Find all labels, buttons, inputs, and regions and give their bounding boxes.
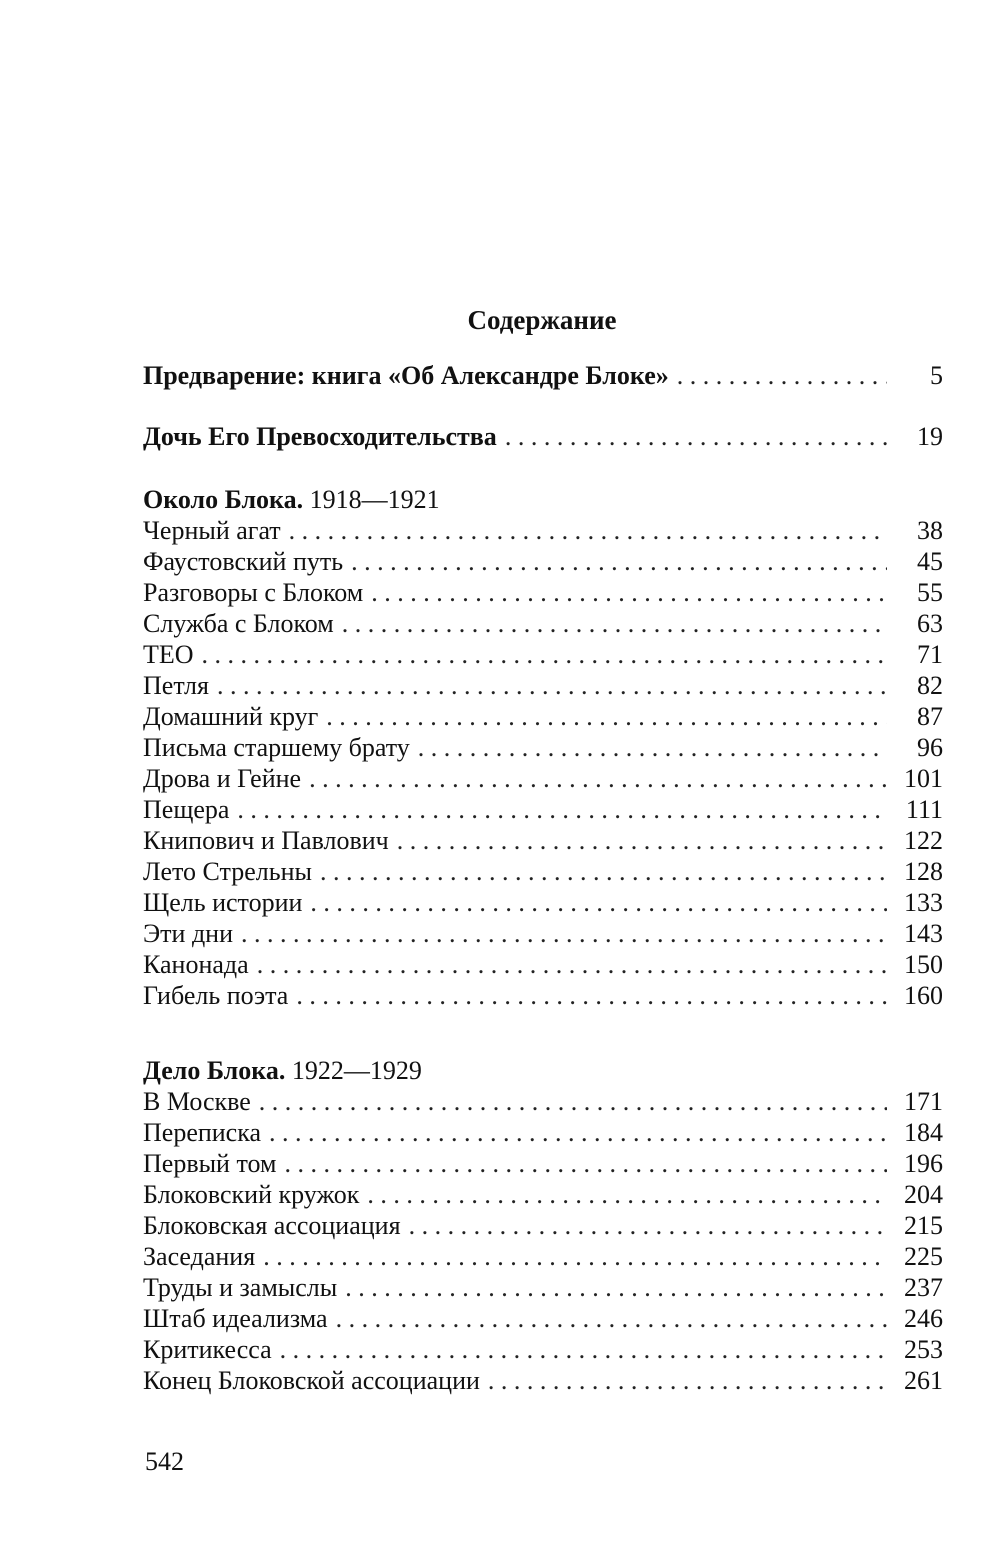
toc-entry-page: 55 [917, 578, 943, 607]
dot-leader [409, 1210, 887, 1241]
toc-entry-page: 171 [904, 1087, 943, 1116]
section-heading-title: Дело Блока. [143, 1056, 286, 1085]
dot-leader [397, 825, 887, 856]
toc-entry-label: Эти дни [143, 919, 233, 948]
toc-entry [143, 639, 943, 670]
dot-leader [488, 1365, 887, 1396]
toc-entry-page: 63 [917, 609, 943, 638]
dot-leader [284, 1148, 887, 1179]
toc-entry [143, 1148, 943, 1179]
toc-entry [143, 1117, 943, 1148]
dot-leader [367, 1179, 887, 1210]
toc-entry-label: Пещера [143, 795, 230, 824]
toc-entry-page: 215 [904, 1211, 943, 1240]
page-title: Содержание [467, 305, 617, 335]
toc-entry [143, 1272, 943, 1303]
page-number: 542 [145, 1447, 184, 1476]
toc-entry-page: 45 [917, 547, 943, 576]
dot-leader [241, 918, 887, 949]
dot-leader [269, 1117, 887, 1148]
toc-entry [143, 949, 943, 980]
toc-entry-daughter [143, 421, 943, 452]
toc-entry-label: Книпович и Павлович [143, 826, 389, 855]
toc-entry-page: 71 [917, 640, 943, 669]
dot-leader [257, 949, 887, 980]
toc-entry-page: 204 [904, 1180, 943, 1209]
dot-leader [309, 763, 887, 794]
dot-leader [296, 980, 887, 1011]
dot-leader [371, 577, 887, 608]
toc-entry-page: 237 [904, 1273, 943, 1302]
dot-leader [280, 1334, 887, 1365]
dot-leader [237, 794, 887, 825]
section-heading-years: 1918—1921 [309, 485, 440, 514]
toc-entry-page: 261 [904, 1366, 943, 1395]
toc-entry-page: 19 [917, 422, 943, 451]
section-heading-1 [143, 484, 943, 515]
toc-entry [143, 980, 943, 1011]
toc-entry-label: Гибель поэта [143, 981, 289, 1010]
toc-entry-label: Разговоры с Блоком [143, 578, 364, 607]
toc-entry [143, 732, 943, 763]
toc-entry-page: 133 [904, 888, 943, 917]
toc-entry-page: 101 [904, 764, 943, 793]
dot-leader [351, 546, 887, 577]
dot-leader [342, 608, 887, 639]
table-of-contents [143, 360, 943, 1396]
toc-entry-label: Лето Стрельны [143, 857, 312, 886]
dot-leader [677, 360, 887, 391]
toc-entry [143, 1179, 943, 1210]
toc-entry [143, 546, 943, 577]
toc-entry-page: 184 [904, 1118, 943, 1147]
toc-entry-page: 87 [917, 702, 943, 731]
toc-entry-label: Письма старшему брату [143, 733, 410, 762]
dot-leader [345, 1272, 887, 1303]
toc-entry [143, 1086, 943, 1117]
toc-entry-label: Критикесса [143, 1335, 272, 1364]
toc-entry [143, 608, 943, 639]
toc-entry-label: Дочь Его Превосходительства [143, 422, 497, 451]
dot-leader [263, 1241, 887, 1272]
toc-entry [143, 670, 943, 701]
toc-entry [143, 701, 943, 732]
toc-entry [143, 918, 943, 949]
toc-entry-page: 128 [904, 857, 943, 886]
dot-leader [202, 639, 887, 670]
toc-entry-label: Конец Блоковской ассоциации [143, 1366, 480, 1395]
toc-entry-label: Первый том [143, 1149, 277, 1178]
toc-entry-page: 160 [904, 981, 943, 1010]
section-heading-title: Около Блока. [143, 485, 304, 514]
toc-entry [143, 577, 943, 608]
dot-leader [310, 887, 887, 918]
toc-entry-label: Блоковская ассоциация [143, 1211, 401, 1240]
toc-entry [143, 1241, 943, 1272]
toc-entry-label: Черный агат [143, 516, 281, 545]
toc-entry [143, 887, 943, 918]
toc-entry [143, 825, 943, 856]
toc-entry-preface [143, 360, 943, 391]
toc-entry-page: 143 [904, 919, 943, 948]
toc-entry-label: Заседания [143, 1242, 256, 1271]
toc-entry-label: Канонада [143, 950, 249, 979]
toc-entry-label: Фаустовский путь [143, 547, 344, 576]
dot-leader [418, 732, 887, 763]
toc-entry-label: Щель истории [143, 888, 303, 917]
toc-entry-page: 96 [917, 733, 943, 762]
toc-entry-page: 5 [930, 361, 943, 390]
toc-entry-label: Петля [143, 671, 209, 700]
toc-entry-page: 253 [904, 1335, 943, 1364]
toc-entry-label: Штаб идеализма [143, 1304, 328, 1333]
toc-entry [143, 1365, 943, 1396]
toc-entry [143, 1303, 943, 1334]
toc-entry-label: Блоковский кружок [143, 1180, 360, 1209]
toc-entry [143, 794, 943, 825]
dot-leader [289, 515, 887, 546]
toc-entry-label: ТЕО [143, 640, 194, 669]
toc-entry-label: Дрова и Гейне [143, 764, 302, 793]
dot-leader [320, 856, 887, 887]
toc-entry-page: 150 [904, 950, 943, 979]
dot-leader [505, 421, 887, 452]
section-heading-years: 1922—1929 [291, 1056, 422, 1085]
toc-entry-page: 82 [917, 671, 943, 700]
toc-entry-page: 122 [904, 826, 943, 855]
toc-entry-page: 38 [917, 516, 943, 545]
dot-leader [259, 1086, 887, 1117]
toc-entry [143, 515, 943, 546]
toc-entry-label: Труды и замыслы [143, 1273, 338, 1302]
section-heading-2 [143, 1055, 943, 1086]
dot-leader [326, 701, 887, 732]
toc-entry [143, 1210, 943, 1241]
toc-entry-label: В Москве [143, 1087, 251, 1116]
dot-leader [217, 670, 887, 701]
toc-entry-label: Домашний круг [143, 702, 319, 731]
toc-entry-page: 246 [904, 1304, 943, 1333]
dot-leader [336, 1303, 887, 1334]
toc-entry-page: 111 [905, 795, 943, 824]
toc-entry-label: Предварение: книга «Об Александре Блоке» [143, 361, 669, 390]
toc-entry [143, 1334, 943, 1365]
toc-entry [143, 763, 943, 794]
toc-entry-page: 225 [904, 1242, 943, 1271]
toc-entry-label: Служба с Блоком [143, 609, 334, 638]
toc-entry [143, 856, 943, 887]
toc-entry-page: 196 [904, 1149, 943, 1178]
toc-entry-label: Переписка [143, 1118, 262, 1147]
